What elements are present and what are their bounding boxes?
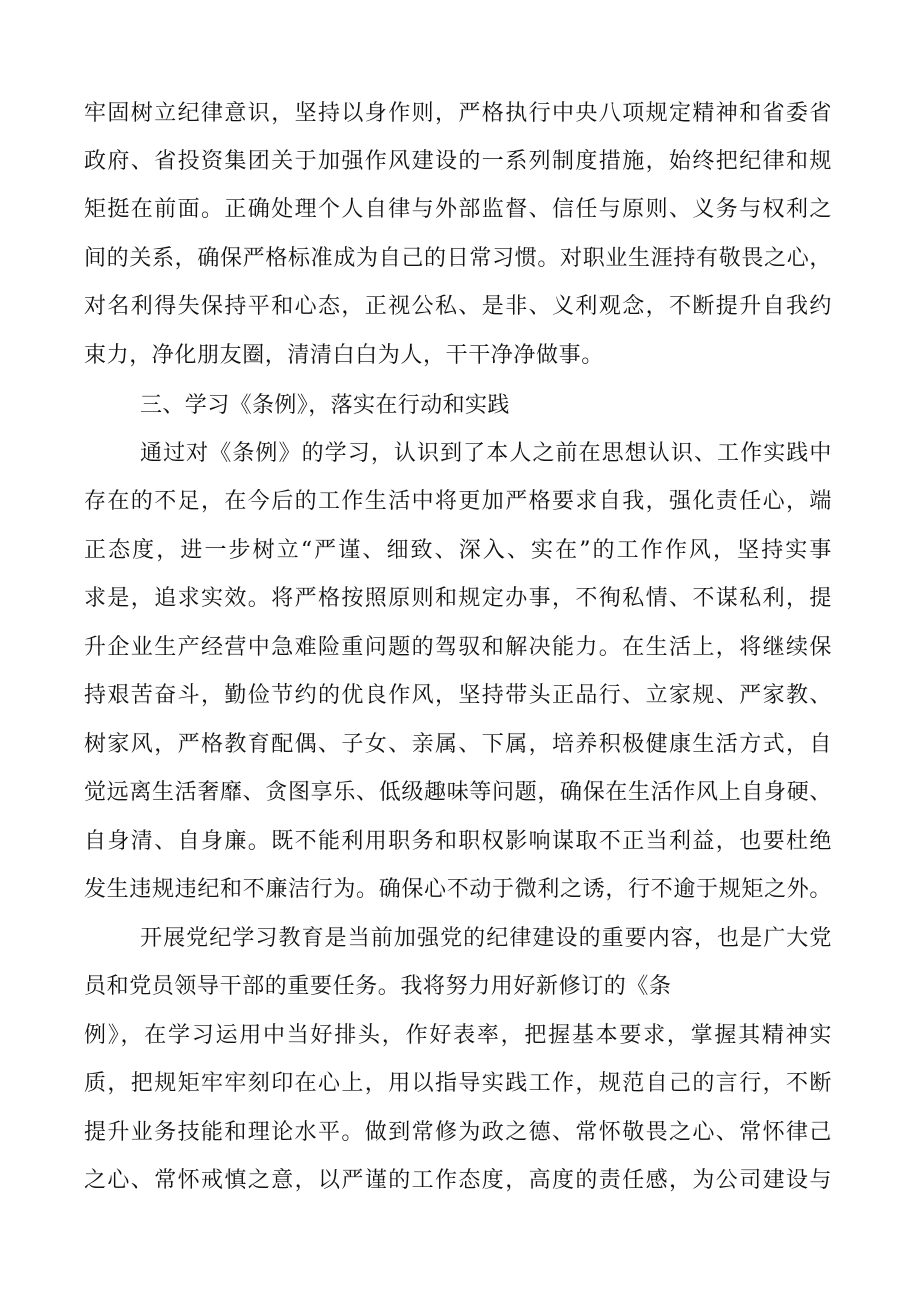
- paragraph-line: 矩挺在前面。正确处理个人自律与外部监督、信任与原则、义务与权利之: [84, 197, 832, 222]
- paragraph-line: 质，把规矩牢牢刻印在心上，用以指导实践工作，规范自己的言行，不断: [84, 1071, 832, 1096]
- paragraph-line: 树家风，严格教育配偶、子女、亲属、下属，培养积极健康生活方式，自: [84, 732, 832, 757]
- paragraph-line: 存在的不足，在今后的工作生活中将更加严格要求自我，强化责任心，端: [84, 489, 832, 514]
- paragraph-line: 例》，在学习运用中当好排头，作好表率，把握基本要求，掌握其精神实: [84, 1023, 832, 1048]
- paragraph-line: 自身清、自身廉。既不能利用职务和职权影响谋取不正当利益，也要杜绝: [84, 829, 832, 854]
- paragraph-line: 通过对《条例》的学习，认识到了本人之前在思想认识、工作实践中: [140, 441, 832, 466]
- paragraph-line: 升企业生产经营中急难险重问题的驾驭和解决能力。在生活上，将继续保: [84, 635, 832, 660]
- paragraph-line: 政府、省投资集团关于加强作风建设的一系列制度措施，始终把纪律和规: [84, 149, 832, 174]
- paragraph-line: 觉远离生活奢靡、贪图享乐、低级趣味等问题，确保在生活作风上自身硬、: [84, 780, 832, 805]
- paragraph-line: 对名利得失保持平和心态，正视公私、是非、义利观念，不断提升自我约: [84, 294, 832, 319]
- paragraph-line: 间的关系，确保严格标准成为自己的日常习惯。对职业生涯持有敬畏之心，: [84, 246, 832, 271]
- paragraph-line: 发生违规违纪和不廉洁行为。确保心不动于微利之诱，行不逾于规矩之外。: [84, 877, 832, 902]
- paragraph-line: 提升业务技能和理论水平。做到常修为政之德、常怀敬畏之心、常怀律己: [84, 1120, 832, 1145]
- paragraph-line: 之心、常怀戒慎之意，以严谨的工作态度，高度的责任感，为公司建设与: [84, 1168, 832, 1193]
- paragraph-line: 员和党员领导干部的重要任务。我将努力用好新修订的《条: [84, 974, 672, 999]
- paragraph-line: 求是，追求实效。将严格按照原则和规定办事，不徇私情、不谋私利，提: [84, 586, 832, 611]
- paragraph-line: 持艰苦奋斗，勤俭节约的优良作风，坚持带头正品行、立家规、严家教、: [84, 683, 832, 708]
- paragraph-line: 开展党纪学习教育是当前加强党的纪律建设的重要内容，也是广大党: [140, 926, 832, 951]
- paragraph-line: 牢固树立纪律意识，坚持以身作则，严格执行中央八项规定精神和省委省: [84, 101, 832, 126]
- paragraph-line: 正态度，进一步树立“严谨、细致、深入、实在”的工作作风，坚持实事: [84, 538, 832, 563]
- paragraph-line: 束力，净化朋友圈，清清白白为人，干干净净做事。: [84, 343, 604, 368]
- section-heading: 三、学习《条例》，落实在行动和实践: [140, 393, 510, 418]
